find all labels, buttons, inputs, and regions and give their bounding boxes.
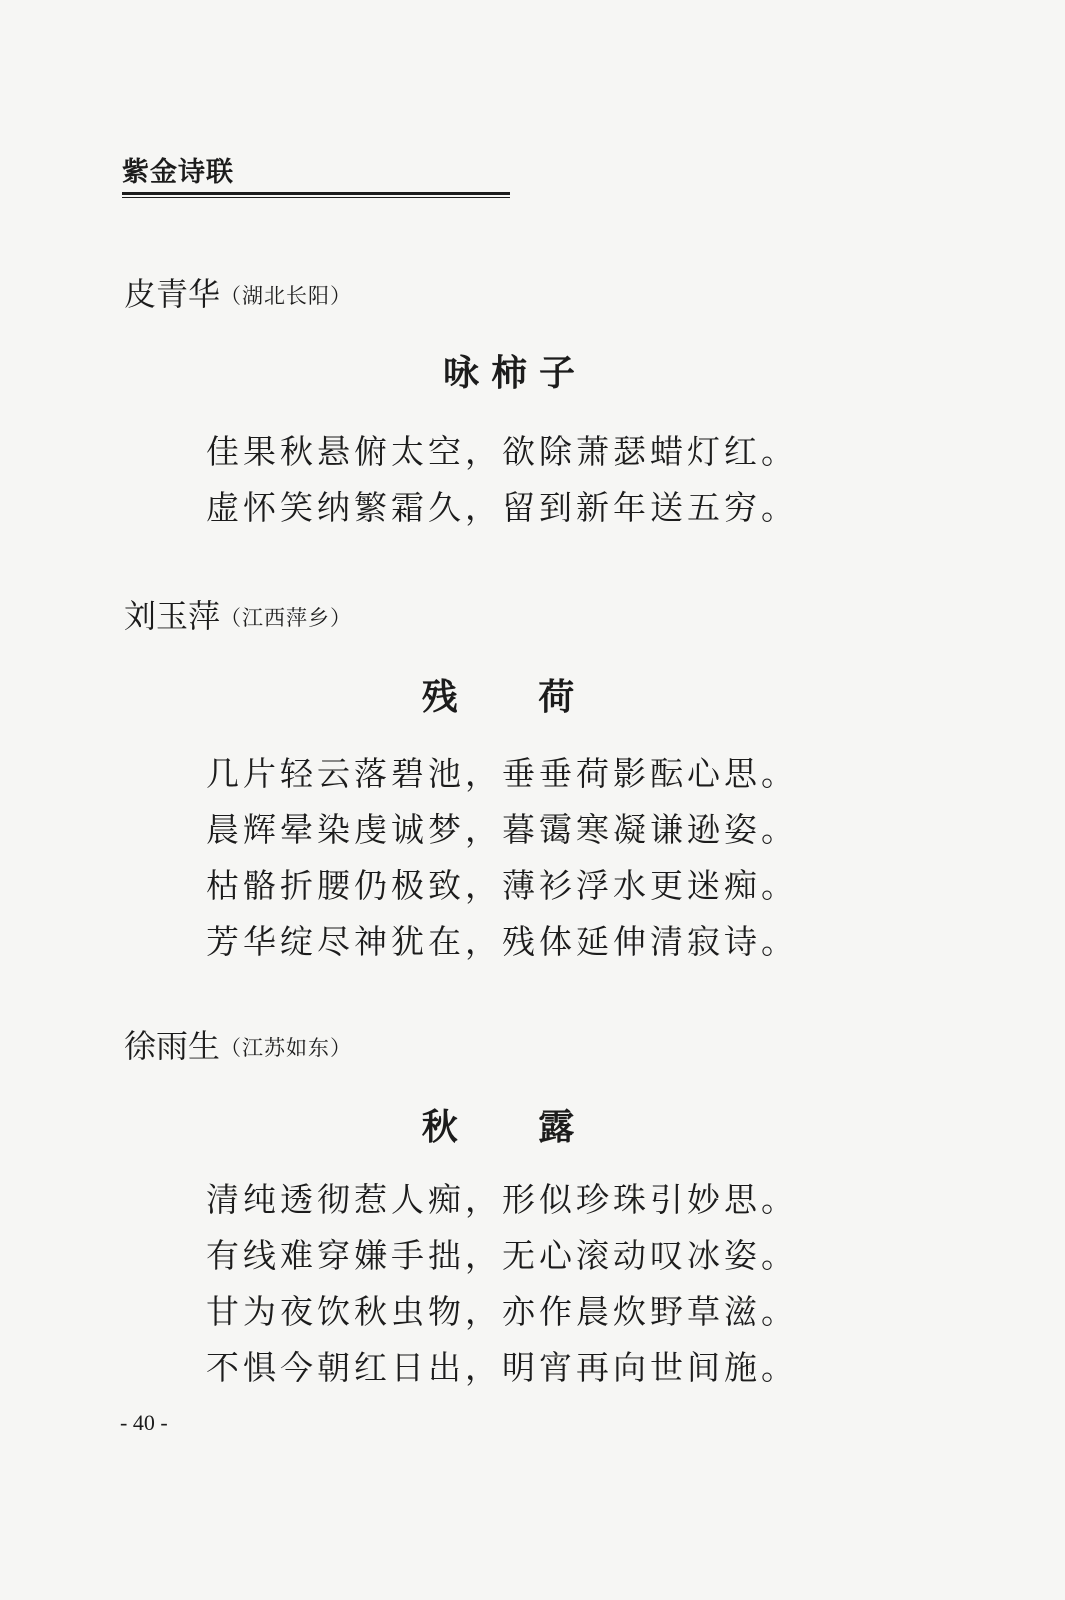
poem-line: 晨辉晕染虔诚梦，暮霭寒凝谦逊姿。 xyxy=(206,810,798,849)
header-rule-thin xyxy=(122,197,510,198)
poem-line: 佳果秋悬俯太空，欲除萧瑟蜡灯红。 xyxy=(206,432,798,471)
author-line xyxy=(124,274,352,316)
poem-line: 清纯透彻惹人痴，形似珍珠引妙思。 xyxy=(206,1180,798,1219)
author-line xyxy=(124,1026,352,1068)
poem-line: 虚怀笑纳繁霜久，留到新年送五穷。 xyxy=(206,488,798,527)
poem-title: 咏柿子 xyxy=(442,353,587,394)
poem-line: 枯骼折腰仍极致，薄衫浮水更迷痴。 xyxy=(206,866,798,905)
author-origin: （江西萍乡） xyxy=(220,606,353,630)
author-origin: （湖北长阳） xyxy=(220,284,353,308)
poem-title: 残 荷 xyxy=(421,677,609,718)
author-line xyxy=(124,596,352,638)
author-name: 刘玉萍 xyxy=(124,597,221,635)
poem-body xyxy=(206,424,826,536)
poem-body xyxy=(206,1172,826,1396)
poem-line: 不惧今朝红日出，明宵再向世间施。 xyxy=(206,1348,798,1387)
poem-line: 几片轻云落碧池，垂垂荷影酝心思。 xyxy=(206,754,798,793)
poem-body xyxy=(206,746,826,970)
header-rule xyxy=(122,192,510,195)
poem-line: 有线难穿嫌手拙，无心滚动叹冰姿。 xyxy=(206,1236,798,1275)
author-name: 徐雨生 xyxy=(124,1027,221,1065)
poem-title: 秋 露 xyxy=(421,1107,609,1148)
journal-title: 紫金诗联 xyxy=(122,157,234,188)
poem-line: 甘为夜饮秋虫物，亦作晨炊野草滋。 xyxy=(206,1292,798,1331)
author-name: 皮青华 xyxy=(124,275,221,313)
poem-line: 芳华绽尽神犹在，残体延伸清寂诗。 xyxy=(206,922,798,961)
page-number: - 40 - xyxy=(120,1410,168,1435)
author-origin: （江苏如东） xyxy=(220,1036,353,1060)
running-header xyxy=(122,156,510,198)
